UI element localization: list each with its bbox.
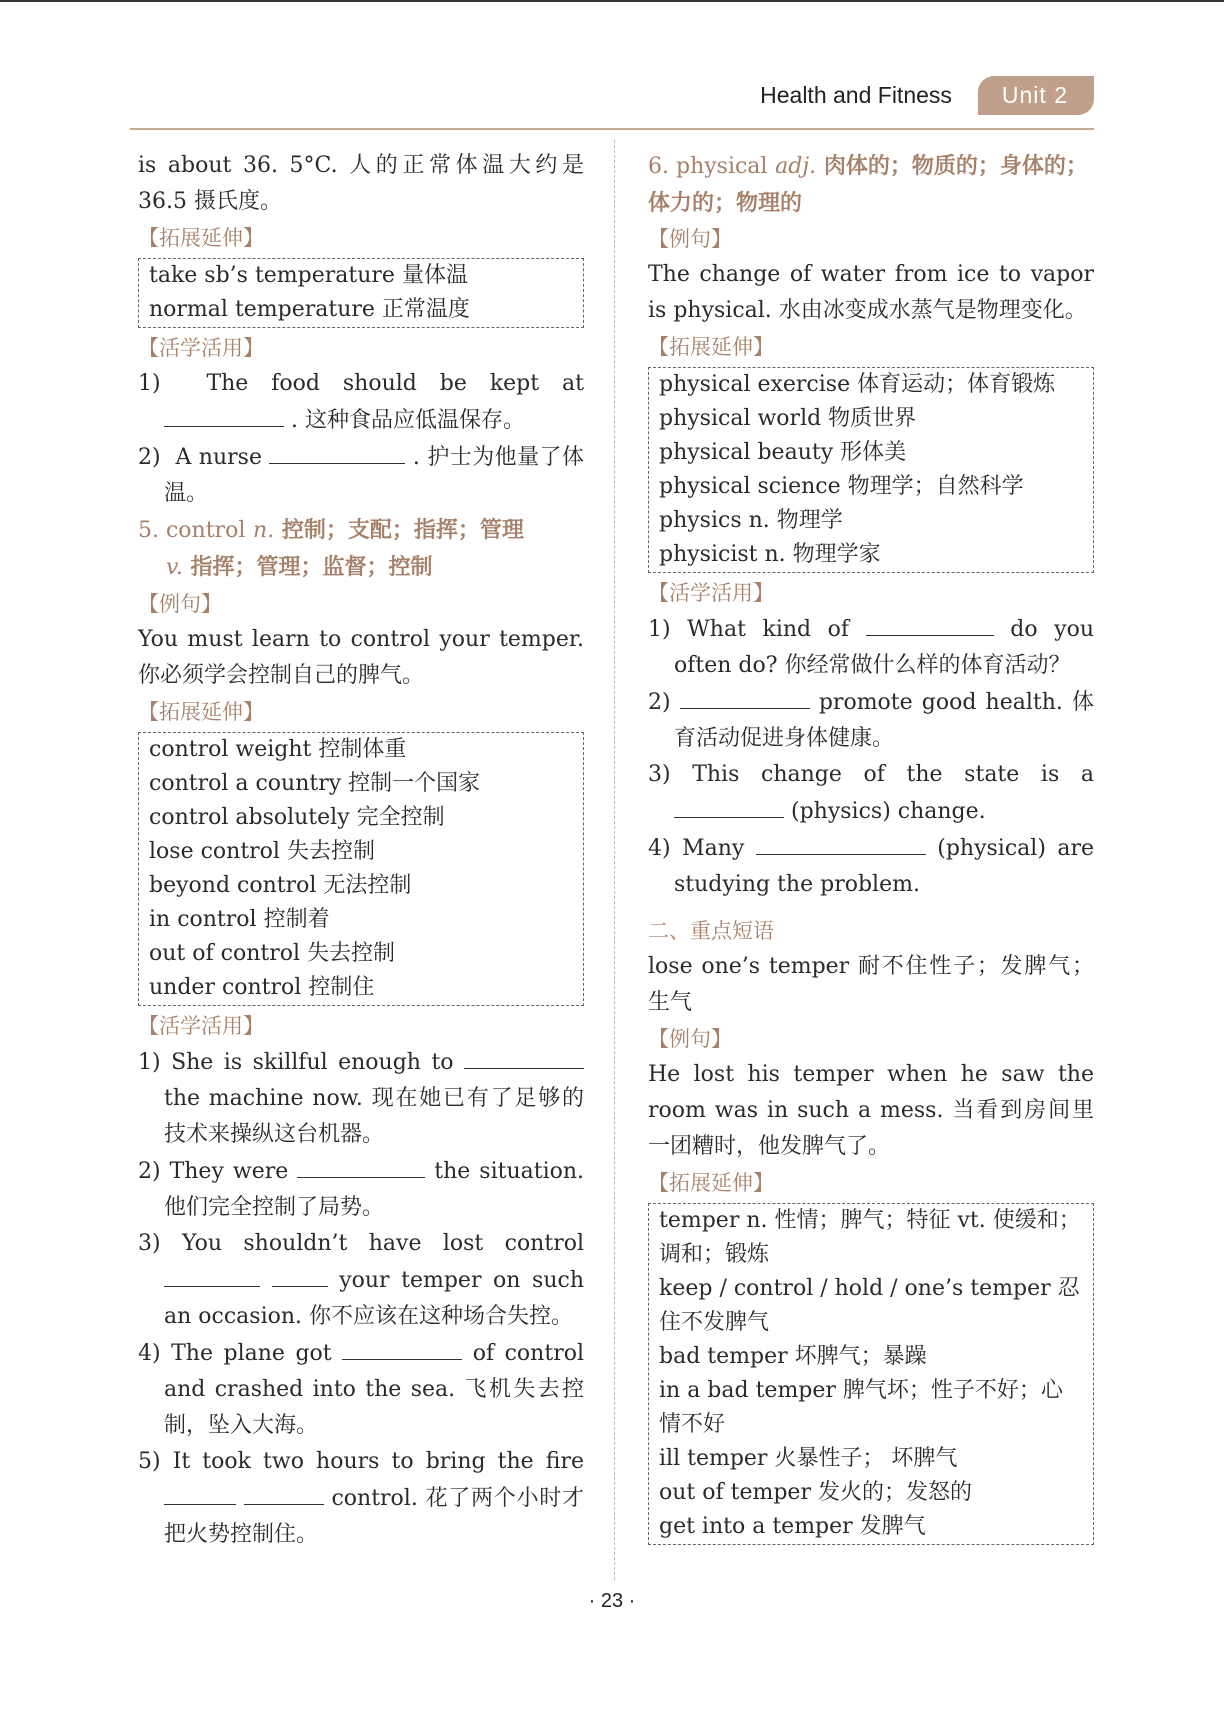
expand-box-control: [138, 732, 584, 1006]
page-header: [760, 76, 1094, 114]
expand-item: physics n. 物理学: [659, 508, 843, 533]
right-column: [648, 148, 1094, 1547]
tag-expand: 【拓展延伸】: [138, 700, 264, 724]
tag-practice: 【活学活用】: [138, 336, 264, 360]
header-rule: [130, 128, 1094, 130]
expand-box-temper: [648, 1203, 1094, 1545]
answer-blank[interactable]: [342, 1335, 462, 1360]
answer-blank[interactable]: [866, 611, 994, 636]
expand-item: keep / control / hold / one’s temper 忍住不发脾气: [659, 1276, 1080, 1335]
expand-item: get into a temper 发脾气: [659, 1514, 926, 1539]
example-sentence: You must learn to control your temper. 你必须学会控制自己的脾气。: [138, 627, 584, 688]
answer-blank[interactable]: [680, 684, 810, 709]
expand-item: physical world 物质世界: [659, 406, 917, 431]
expand-item: physical exercise 体育运动；体育锻炼: [659, 372, 1056, 397]
expand-item: normal temperature 正常温度: [149, 297, 470, 322]
expand-item: control weight 控制体重: [149, 737, 407, 762]
unit-badge: Unit 2: [978, 76, 1094, 115]
header-title: Health and Fitness: [760, 81, 952, 108]
answer-blank[interactable]: [164, 1480, 236, 1505]
practice-item: 2) promote good health. 体育活动促进身体健康。: [648, 684, 1094, 757]
phrase-entry: lose one’s temper 耐不住性子；发脾气；生气: [648, 954, 1094, 1015]
expand-item: under control 控制住: [149, 975, 375, 1000]
practice-item: 1) She is skillful enough to the machine now. 现在她已有了足够的技术来操纵这台机器。: [138, 1044, 584, 1153]
expand-box-temperature: [138, 258, 584, 328]
answer-blank[interactable]: [756, 830, 926, 855]
page-number: · 23 ·: [588, 1590, 636, 1612]
section-heading-key-phrases: 二、重点短语: [648, 919, 774, 943]
expand-item: in a bad temper 脾气坏；性子不好；心情不好: [659, 1378, 1063, 1437]
expand-item: control a country 控制一个国家: [149, 771, 481, 796]
answer-blank[interactable]: [674, 793, 784, 818]
practice-item: 5) It took two hours to bring the fire control. 花了两个小时才把火势控制住。: [138, 1449, 584, 1547]
expand-item: bad temper 坏脾气；暴躁: [659, 1344, 927, 1369]
expand-item: take sb’s temperature 量体温: [149, 263, 468, 288]
expand-item: control absolutely 完全控制: [149, 805, 445, 830]
practice-item: 2) A nurse . 护士为他量了体温。: [138, 439, 584, 512]
example-sentence: He lost his temper when he saw the room was in such a mess. 当看到房间里一团糟时，他发脾气了。: [648, 1062, 1094, 1159]
answer-blank[interactable]: [269, 439, 405, 464]
tag-expand: 【拓展延伸】: [648, 1171, 774, 1195]
answer-blank[interactable]: [297, 1153, 425, 1178]
example-sentence: The change of water from ice to vapor is physical. 水由冰变成水蒸气是物理变化。: [648, 262, 1094, 323]
practice-item: 4) Many (physical) are studying the problem.: [648, 830, 1094, 903]
expand-item: ill temper 火暴性子； 坏脾气: [659, 1446, 958, 1471]
expand-item: beyond control 无法控制: [149, 873, 412, 898]
practice-item: 2) They were the situation. 他们完全控制了局势。: [138, 1153, 584, 1226]
expand-item: physicist n. 物理学家: [659, 542, 881, 567]
expand-item: lose control 失去控制: [149, 839, 375, 864]
tag-expand: 【拓展延伸】: [138, 226, 264, 250]
answer-blank[interactable]: [244, 1480, 324, 1505]
tag-practice: 【活学活用】: [648, 581, 774, 605]
column-divider: [614, 140, 615, 1580]
practice-item: 3) This change of the state is a (physics) change.: [648, 762, 1094, 824]
expand-item: physical science 物理学；自然科学: [659, 474, 1024, 499]
expand-box-physical: [648, 367, 1094, 573]
top-border-line: [0, 0, 1224, 2]
expand-item: physical beauty 形体美: [659, 440, 907, 465]
tag-example: 【例句】: [648, 1027, 732, 1051]
practice-item: 1) What kind of do you often do? 你经常做什么样的体育活动？: [648, 611, 1094, 684]
answer-blank[interactable]: [164, 402, 284, 427]
expand-item: temper n. 性情；脾气；特征 vt. 使缓和；调和；锻炼: [659, 1208, 1081, 1267]
practice-item: 1) The food should be kept at . 这种食品应低温保存。: [138, 371, 584, 433]
tag-practice: 【活学活用】: [138, 1014, 264, 1038]
tag-example: 【例句】: [138, 592, 222, 616]
answer-blank[interactable]: [464, 1044, 584, 1069]
answer-blank[interactable]: [272, 1262, 328, 1287]
word-heading-control: 5. control n. 控制；支配；指挥；管理: [138, 517, 524, 543]
expand-item: in control 控制着: [149, 907, 330, 932]
expand-item: out of temper 发火的；发怒的: [659, 1480, 972, 1505]
left-column: [138, 148, 584, 1553]
practice-item: 4) The plane got of control and crashed into the sea. 飞机失去控制，坠入大海。: [138, 1335, 584, 1444]
intro-text: is about 36. 5°C. 人的正常体温大约是 36.5 摄氏度。: [138, 153, 584, 214]
word-heading-physical: 6. physical adj. 肉体的；物质的；身体的；体力的；物理的: [648, 153, 1088, 216]
tag-expand: 【拓展延伸】: [648, 335, 774, 359]
tag-example: 【例句】: [648, 227, 732, 251]
answer-blank[interactable]: [164, 1262, 260, 1287]
practice-item: 3) You shouldn’t have lost control your temper on such an occasion. 你不应该在这种场合失控。: [138, 1231, 585, 1329]
word-heading-control-verb: v. 指挥；管理；监督；控制: [166, 554, 433, 580]
expand-item: out of control 失去控制: [149, 941, 395, 966]
